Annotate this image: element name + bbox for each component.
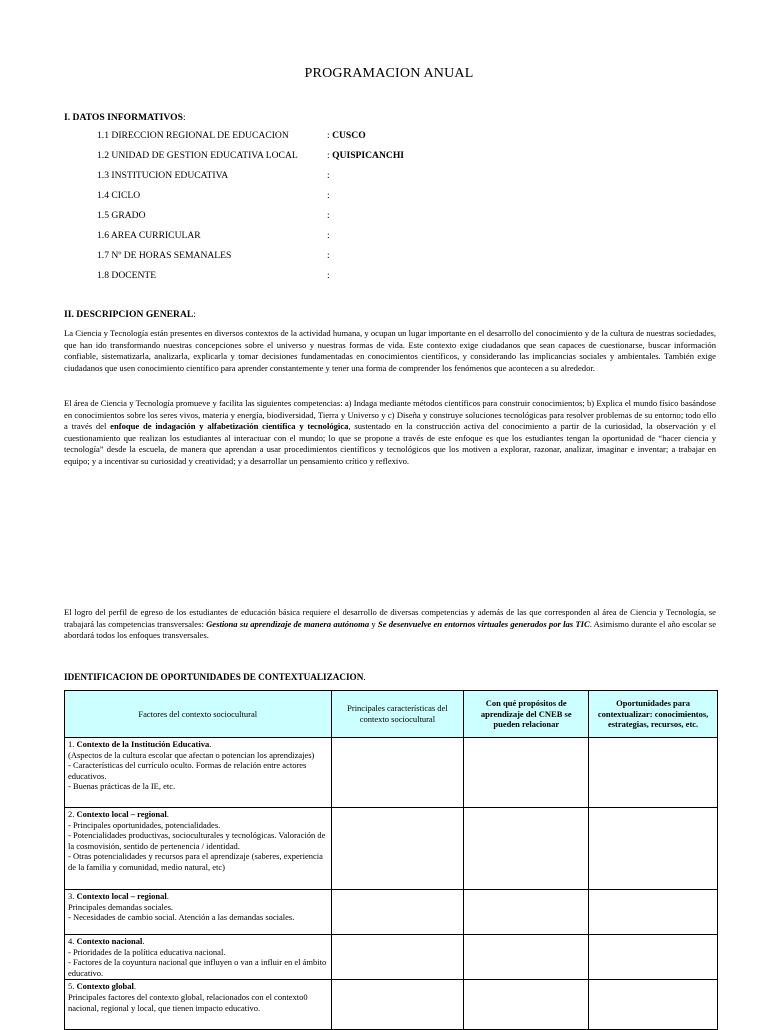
- p3-text-e: . Asimismo durante el año escolar se abordará todos los enfoques transversales.: [64, 618, 717, 641]
- info-colon: :: [327, 170, 330, 181]
- factor-cell: 2. Contexto local – regional. - Principales oportunidades, potencialidades. - Potencialidades productivas, socioculturales y tecnológicas. Valoración de la cosmovisión, sentido de pertenencia / identidad. - Otras potencialidades y recursos para el aprendizaje (saberes, experiencia de la familia y comunidad, medio natural, etc): [65, 808, 332, 890]
- info-colon: :: [327, 150, 333, 161]
- info-label-1: 1.1 DIRECCION REGIONAL DE EDUCACION: [97, 130, 289, 141]
- propositos-cell[interactable]: [464, 890, 589, 935]
- table-row: [65, 890, 718, 935]
- propositos-cell[interactable]: [464, 738, 589, 808]
- oportunidades-cell[interactable]: [589, 738, 718, 808]
- factor-line: - Prioridades de la política educativa nacional.: [68, 946, 226, 957]
- factor-cell: 1. Contexto de la Institución Educativa. (Aspectos de la cultura escolar que afectan o potencian los aprendizajes) - Características del currículo oculto. Formas de relación entre actores educativos. - Buenas prácticas de la IE, etc.: [65, 738, 332, 808]
- info-colon: :: [327, 130, 333, 141]
- factor-title: Contexto global: [76, 981, 134, 992]
- factor-title: Contexto nacional: [76, 936, 143, 946]
- info-colon: :: [327, 230, 330, 241]
- table-row: [65, 935, 718, 980]
- info-value-7: [327, 250, 330, 262]
- factor-title: Contexto local – regional: [76, 809, 167, 819]
- header-factores: Factores del contexto sociocultural: [65, 691, 332, 738]
- descripcion-paragraph-3: [64, 607, 716, 642]
- oportunidades-cell[interactable]: [589, 980, 718, 1030]
- factor-line: - Características del currículo oculto. Formas de relación entre actores educativos.: [68, 760, 307, 781]
- section-descripcion-heading: II. DESCRIPCION GENERAL:: [64, 309, 196, 320]
- caracteristicas-cell[interactable]: [331, 890, 464, 935]
- factor-line: - Potencialidades productivas, socioculturales y tecnológicas. Valoración de la cosmovisión, sentido de pertenencia / identidad.: [68, 830, 326, 851]
- info-value-3: [327, 170, 330, 182]
- info-label-2: 1.2 UNIDAD DE GESTION EDUCATIVA LOCAL: [97, 150, 298, 161]
- caracteristicas-cell[interactable]: [331, 980, 464, 1030]
- section-datos-heading-text: I. DATOS INFORMATIVOS: [64, 112, 183, 123]
- page-title: PROGRAMACION ANUAL: [304, 66, 474, 81]
- oportunidades-cell[interactable]: [589, 935, 718, 980]
- propositos-cell[interactable]: [464, 808, 589, 890]
- section-contextualizacion-heading-text: IDENTIFICACION DE OPORTUNIDADES DE CONTEXTUALIZACION: [64, 672, 364, 682]
- info-value-6: [327, 230, 330, 242]
- header-caracteristicas: Principales características del contexto sociocultural: [331, 691, 464, 738]
- header-propositos: Con qué propósitos de aprendizaje del CNEB se pueden relacionar: [464, 691, 589, 738]
- info-colon: :: [327, 210, 330, 221]
- info-label-3: 1.3 INSTITUCION EDUCATIVA: [97, 170, 229, 181]
- factor-line: - Principales oportunidades, potencialidades.: [68, 819, 221, 830]
- factor-line: - Buenas prácticas de la IE, etc.: [68, 781, 176, 792]
- factor-cell: 4. Contexto nacional. - Prioridades de la política educativa nacional. - Factores de la coyuntura nacional que influyen o van a influir en el ámbito educativo.: [65, 935, 332, 980]
- factor-line: (Aspectos de la cultura escolar que afectan o potencian los aprendizajes): [68, 749, 315, 760]
- info-value-8: [327, 270, 330, 282]
- info-value-5: [327, 210, 330, 222]
- factor-number: 1.: [68, 739, 77, 749]
- info-label-6: 1.6 AREA CURRICULAR: [97, 230, 201, 241]
- p2-text-c: , sustentado en la construcción activa del conocimiento a partir de la curiosidad, la observación y el cuestionamiento que realizan los estudiantes al interactuar con el mundo; lo que se propone a través de este enfoque es que los estudiantes tengan la oportunidad de “hacer ciencia y tecnología” desde la escuela, de manera que aprendan a usar procedimientos científicos y tecnológicos que los motiven a explorar, razonar, analizar, imaginar e inventar; a trabajar en equipo; y a incentivar su curiosidad y creatividad; y a desarrollar un pensamiento crítico y reflexivo.: [64, 421, 716, 466]
- section-contextualizacion-heading: IDENTIFICACION DE OPORTUNIDADES DE CONTEXTUALIZACION.: [64, 672, 366, 682]
- p2-text-a: El área de Ciencia y Tecnología promueve y facilita las siguientes competencias: a) Indaga mediante métodos científicos para construir conocimientos; b) Explica el mundo físico basándose en conocimientos sobre los seres vivos, materia y energía, biodiversidad, Tierra y Universo y c) Diseña y construye soluciones tecnológicas para resolver problemas de su entorno; todo ello a través del: [64, 398, 716, 432]
- factor-line: Principales factores del contexto global, relacionados con el contexto0 nacional, regional y local, que tienen impacto educativo.: [68, 991, 308, 1013]
- factor-line: - Otras potencialidades y recursos para el aprendizaje (saberes, experiencia de la familia y comunidad, medio natural, etc): [68, 851, 323, 872]
- p3-competencia-2: Se desenvuelve en entornos virtuales generados por las TIC: [377, 618, 590, 629]
- info-label-4: 1.4 CICLO: [97, 190, 141, 201]
- table-row: [65, 808, 718, 890]
- factor-number: 4.: [68, 936, 77, 946]
- factor-line: - Necesidades de cambio social. Atención a las demandas sociales.: [68, 912, 295, 923]
- factor-title: Contexto de la Institución Educativa: [76, 739, 210, 749]
- table-row: [65, 738, 718, 808]
- factor-line: Principales demandas sociales.: [68, 901, 174, 912]
- info-value-4: [327, 190, 330, 202]
- factor-cell: 3. Contexto local – regional. Principales demandas sociales. - Necesidades de cambio social. Atención a las demandas sociales.: [65, 890, 332, 935]
- info-value-text: QUISPICANCHI: [332, 150, 405, 161]
- p3-competencia-1: Gestiona su aprendizaje de manera autónoma: [206, 618, 370, 629]
- factor-number: 3.: [68, 891, 77, 901]
- info-value-text: CUSCO: [332, 130, 366, 141]
- caracteristicas-cell[interactable]: [331, 738, 464, 808]
- factor-line: - Factores de la coyuntura nacional que influyen o van a influir en el ámbito educativo.: [68, 957, 327, 978]
- caracteristicas-cell[interactable]: [331, 808, 464, 890]
- p2-bold-enfoque: enfoque de indagación y alfabetización científica y tecnológica: [110, 421, 349, 432]
- oportunidades-cell[interactable]: [589, 808, 718, 890]
- info-label-8: 1.8 DOCENTE: [97, 270, 157, 281]
- table-row: [65, 980, 718, 1030]
- info-label-5: 1.5 GRADO: [97, 210, 146, 221]
- section-datos-heading: I. DATOS INFORMATIVOS:: [64, 112, 186, 123]
- p3-text-a: El logro del perfil de egreso de los estudiantes de educación básica requiere el desarrollo de diversas competencias y además de las que corresponden al área de Ciencia y Tecnología, se trabajará las competencias transversales:: [64, 607, 716, 629]
- caracteristicas-cell[interactable]: [331, 935, 464, 980]
- factor-title: Contexto local – regional: [76, 891, 167, 901]
- oportunidades-cell[interactable]: [589, 890, 718, 935]
- table-header-row: [65, 691, 718, 738]
- info-colon: :: [327, 270, 330, 281]
- info-colon: :: [327, 190, 330, 201]
- factor-cell: 5. Contexto global. Principales factores del contexto global, relacionados con el contexto0 nacional, regional y local, que tienen impacto educativo.: [65, 980, 332, 1030]
- header-oportunidades: Oportunidades para contextualizar: conocimientos, estrategias, recursos, etc.: [589, 691, 718, 738]
- p3-text-c: y: [369, 618, 378, 629]
- contextualizacion-table: [64, 690, 718, 1030]
- info-value-1: [327, 130, 366, 142]
- propositos-cell[interactable]: [464, 935, 589, 980]
- section-descripcion-heading-text: II. DESCRIPCION GENERAL: [64, 309, 194, 320]
- propositos-cell[interactable]: [464, 980, 589, 1030]
- factor-number: 5.: [68, 981, 77, 992]
- info-label-7: 1.7 Nº DE HORAS SEMANALES: [97, 250, 232, 261]
- descripcion-paragraph-1: La Ciencia y Tecnología están presentes en diversos contextos de la actividad humana, y ocupan un lugar importante en el desarrollo del conocimiento y de la cultura de nuestras sociedades, que han ido transformando nuestras concepciones sobre el universo y nuestras formas de vida. Este contexto exige ciudadanos que sean capaces de cuestionarse, buscar información confiable, sistematizarla, analizarla, explicarla y tomar decisiones fundamentadas en conocimientos científicos, y considerando las implicancias sociales y ambientales. También exige ciudadanos que usen conocimiento científico para aprender constantemente y tener una forma de comprender los fenómenos que acontecen a su alrededor.: [64, 328, 716, 373]
- descripcion-paragraph-2: [64, 398, 716, 468]
- info-colon: :: [327, 250, 330, 261]
- info-value-2: [327, 150, 404, 162]
- factor-number: 2.: [68, 809, 77, 819]
